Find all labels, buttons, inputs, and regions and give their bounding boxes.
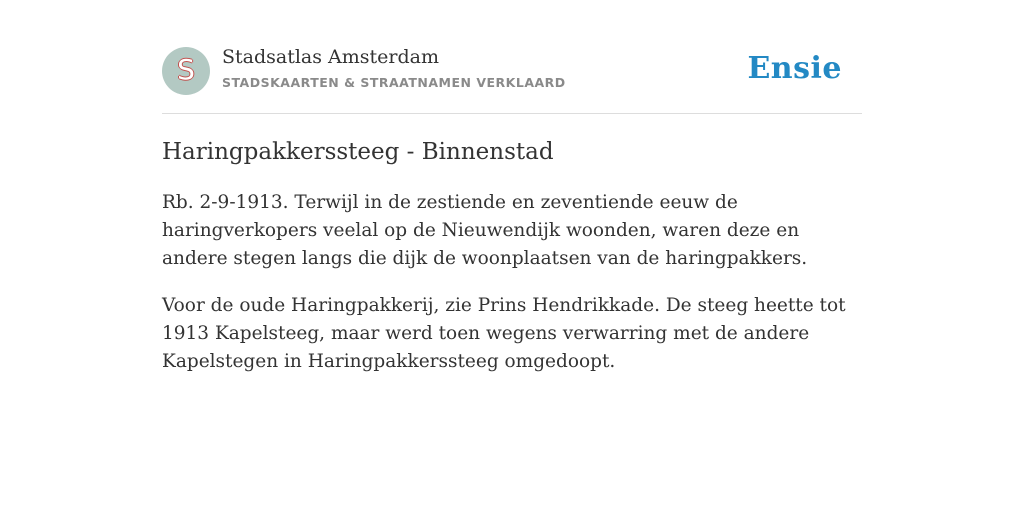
header: [162, 46, 862, 96]
avatar-letter: S: [177, 53, 195, 86]
site-subtitle: STADSKAARTEN & STRAATNAMEN VERKLAARD: [222, 75, 566, 90]
entry-title: Haringpakkerssteeg - Binnenstad: [162, 139, 554, 165]
entry-paragraph-2: Voor de oude Haringpakkerij, zie Prins Hendrikkade. De steeg heette tot 1913 Kapelsteeg, maar werd toen wegens verwarring met de andere Kapelstegen in Haringpakkerssteeg omgedoopt.: [162, 295, 846, 372]
entry-content: [162, 137, 862, 395]
header-divider: [162, 113, 862, 114]
site-title[interactable]: Stadsatlas Amsterdam: [222, 46, 440, 68]
ensie-logo[interactable]: Ensie: [747, 51, 842, 86]
entry-paragraph-1: Rb. 2-9-1913. Terwijl in de zestiende en zeventiende eeuw de haringverkopers veelal op de Nieuwendijk woonden, waren deze en andere stegen langs die dijk de woonplaatsen van de haringpakkers.: [162, 192, 808, 269]
avatar[interactable]: [162, 47, 210, 95]
